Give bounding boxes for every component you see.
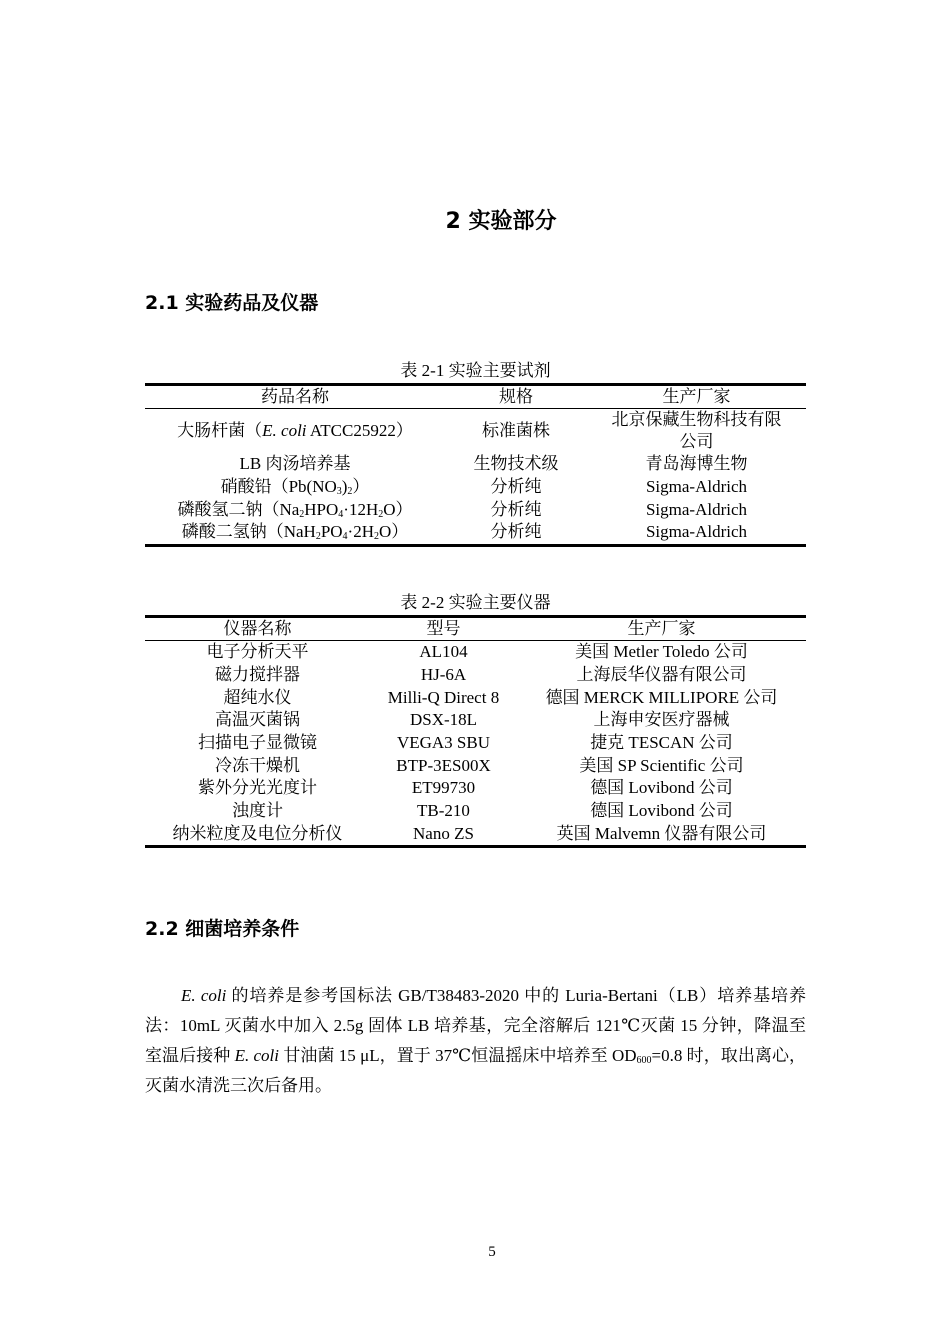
column-header: 规格: [445, 385, 587, 409]
reagent-spec: 标准菌株: [482, 421, 550, 440]
column-header: 药品名称: [145, 385, 445, 409]
table-row: [145, 409, 806, 454]
reagent-maker: Sigma-Aldrich: [645, 499, 748, 519]
table-row: [145, 777, 806, 800]
table-row: [145, 686, 806, 709]
reagent-maker: 北京保藏生物科技有限 公司: [611, 410, 782, 451]
table-row: [145, 709, 806, 732]
body-paragraph: E. coli 的培养是参考国标法 GB/T38483-2020 中的 Luria-Bertani（LB）培养基培养法：10mL 灭菌水中加入 2.5g 固体 LB 培养基，完全溶解后 121℃灭菌 15 分钟，降温至室温后接种 E. coli 甘油菌 15 μL，置于 37℃恒温摇床中培养至 $OD_{600}=0.8$ 时，取出离心，灭菌水清洗三次后备用。: [145, 986, 806, 1095]
reagent-name: 磷酸二氢钠$(NaH_2PO_4\cdot 2H_2O)$: [145, 521, 445, 545]
instruments-table: [145, 615, 806, 848]
table-row: [145, 521, 806, 545]
column-header: 仪器名称: [145, 617, 370, 641]
table-row: [145, 476, 806, 499]
instrument-model: DSX-18L: [409, 710, 478, 730]
instrument-name: 扫描电子显微镜: [198, 733, 317, 753]
table-row: [145, 498, 806, 521]
instrument-name: 冷冻干燥机: [215, 755, 300, 775]
instrument-maker: 美国 Metler Toledo 公司: [575, 642, 748, 662]
instrument-maker: 美国 SP Scientific 公司: [579, 755, 744, 775]
instrument-model: AL104: [419, 642, 468, 662]
section-title-2-1: 2.1 实验药品及仪器: [145, 292, 319, 314]
column-header: 生产厂家: [517, 617, 806, 641]
instrument-model: ET99730: [411, 778, 476, 798]
instrument-model: Nano ZS: [370, 823, 517, 847]
instrument-model: BTP-3ES00X: [396, 755, 491, 775]
instrument-model: VEGA3 SBU: [396, 733, 491, 753]
reagent-name: 磷酸氢二钠$(Na_2HPO_4\cdot 12H_2O)$: [177, 499, 413, 520]
reagent-maker: Sigma-Aldrich: [645, 477, 748, 497]
reagent-spec: 分析纯: [445, 521, 587, 545]
column-header: 型号: [370, 617, 517, 641]
instrument-model: HJ-6A: [420, 665, 467, 685]
table-header-row: [145, 385, 806, 409]
instrument-maker: 捷克 TESCAN 公司: [590, 733, 733, 753]
instrument-maker: 英国 Malvemn 仪器有限公司: [517, 823, 806, 847]
instrument-maker: 德国 Lovibond 公司: [590, 801, 733, 821]
instrument-maker: 德国 MERCK MILLIPORE 公司: [545, 687, 778, 707]
chapter-title: 2 实验部分: [445, 209, 557, 234]
instrument-name: 紫外分光光度计: [198, 778, 317, 798]
reagent-spec: 生物技术级: [473, 454, 559, 474]
instrument-name: 浊度计: [232, 801, 283, 821]
table-row: [145, 453, 806, 476]
instrument-name: 磁力搅拌器: [215, 665, 300, 685]
reagent-spec: 分析纯: [490, 499, 542, 519]
table-row: [145, 823, 806, 847]
reagents-table: [145, 383, 806, 547]
reagent-name: LB 肉汤培养基: [239, 454, 351, 474]
instrument-model: Milli-Q Direct 8: [387, 687, 500, 707]
reagent-name: 大肠杆菌（E. coli ATCC25922）: [177, 421, 413, 440]
instrument-model: TB-210: [417, 801, 470, 821]
table1-caption: 表 2-1 实验主要试剂: [400, 361, 551, 380]
reagent-spec: 分析纯: [490, 477, 542, 497]
instrument-name: 电子分析天平: [206, 642, 309, 662]
reagent-name: 硝酸铅$(Pb(NO_3)_2)$: [220, 477, 370, 498]
page-number: 5: [488, 1244, 496, 1260]
table-row: [145, 754, 806, 777]
instrument-maker: 德国 Lovibond 公司: [590, 778, 733, 798]
reagent-maker: 青岛海博生物: [645, 454, 748, 474]
instrument-name: 纳米粒度及电位分析仪: [145, 823, 370, 847]
instrument-name: 超纯水仪: [223, 687, 292, 707]
table2-caption: 表 2-2 实验主要仪器: [400, 593, 551, 612]
instrument-name: 高温灭菌锅: [215, 710, 300, 730]
table-row: [145, 664, 806, 687]
instrument-maker: 上海申安医疗器械: [593, 710, 730, 730]
table-header-row: [145, 617, 806, 641]
reagent-maker: Sigma-Aldrich: [587, 521, 806, 545]
table-row: [145, 732, 806, 755]
instrument-maker: 上海辰华仪器有限公司: [576, 665, 747, 685]
table-row: [145, 800, 806, 823]
column-header: 生产厂家: [587, 385, 806, 409]
table-row: [145, 641, 806, 664]
section-title-2-2: 2.2 细菌培养条件: [145, 918, 300, 940]
